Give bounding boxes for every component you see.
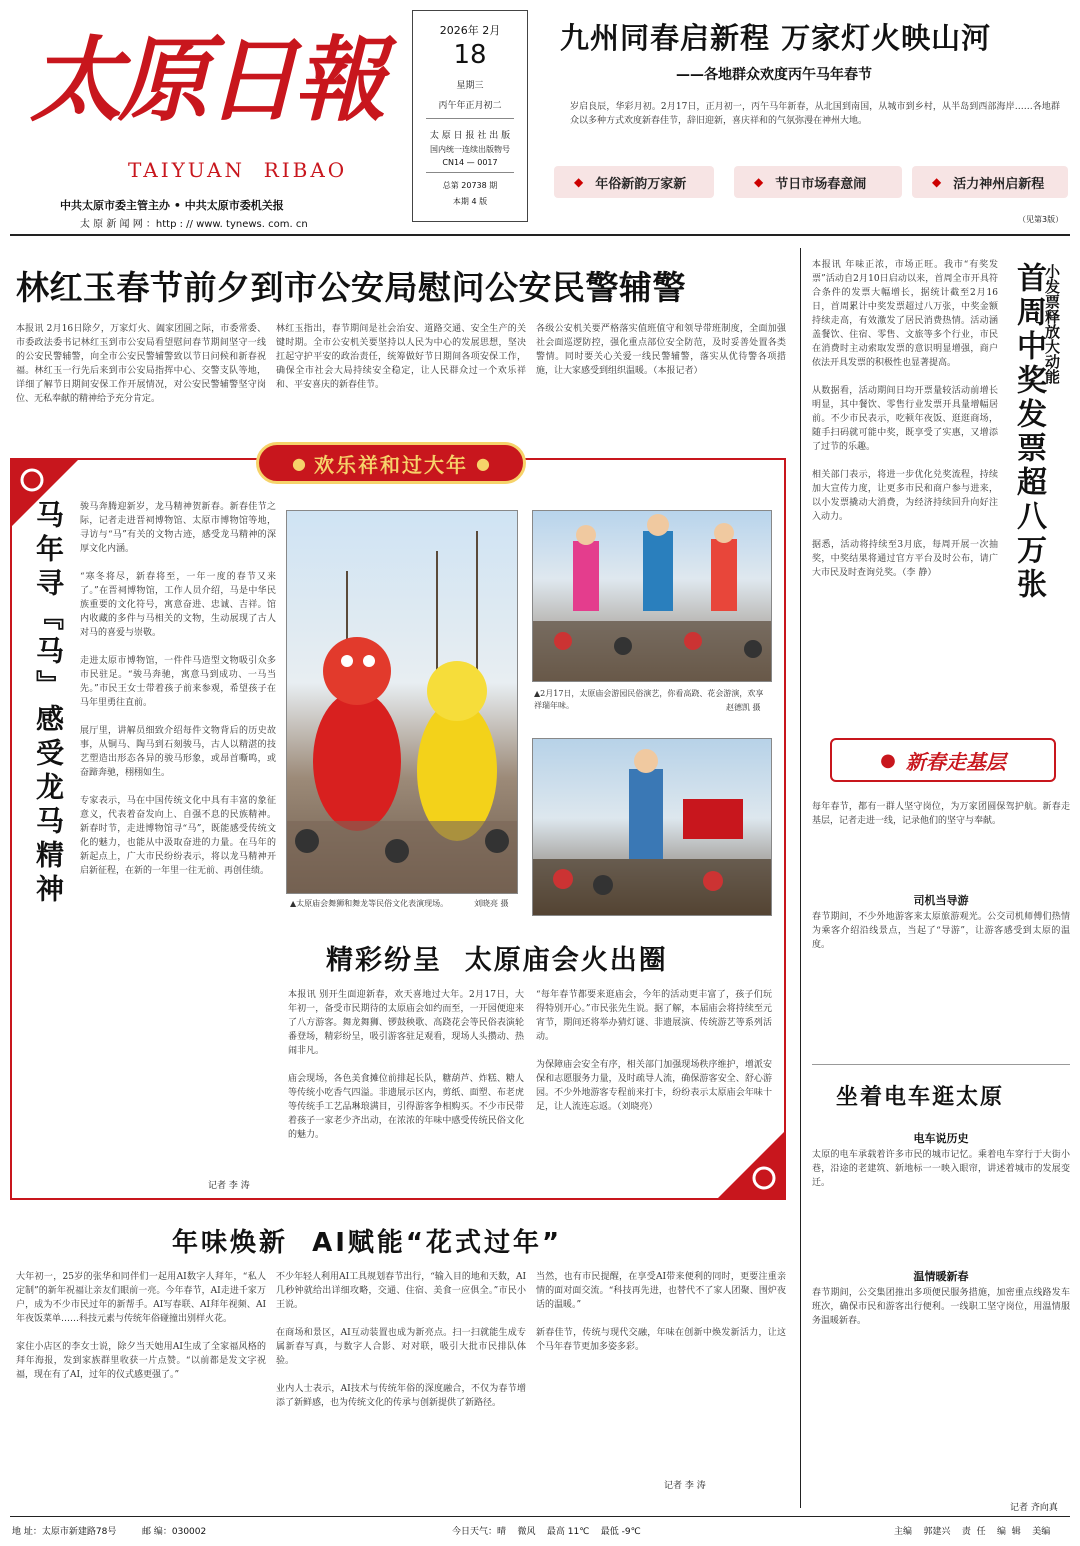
- photo1-byline: 刘晓亮 摄: [474, 899, 509, 908]
- side-text: 骏马奔腾迎新岁，龙马精神贺新春。新春佳节之际，记者走进晋祠博物馆、太原市博物馆等地，寻访与“马”有关的文物古迹，感受龙马精神的深厚文化内涵。 “寒冬将尽，新春将至，一年一度的春节又来了。”在晋祠博物馆，工作人员介绍，马是中华民族重要的文化符号，寓意奋进、忠诚、吉祥。馆内收藏的多件与马相关的文物，生动展现了古人对马的喜爱与崇敬。 走进太原市博物馆，一件件马造型文物吸引众多市民驻足。“骏马奔驰，寓意马到成功、一马当先。”市民王女士带着孩子前来参观，希望孩子在马年里勇往直前。 展厅里，讲解员细致介绍每件文物背后的历史故事，从铜马、陶马到石刻骏马，古人以精湛的技艺塑造出形态各异的骏马形象，或昂首嘶鸣，或奋蹄奔驰，栩栩如生。 专家表示，马在中国传统文化中具有丰富的象征意义，代表着奋发向上、自强不息的民族精神。新春时节，走进博物馆寻“马”，既能感受传统文化的魅力，也能从中汲取奋进的力量。在马年的新起点上，广大市民纷纷表示，将以龙马精神开启新征程，在新的一年里一往无前、再创佳绩。: [80, 502, 276, 876]
- lantern-icon: ●: [880, 749, 896, 771]
- lead-story-col3: 各级公安机关要严格落实值班值守和领导带班制度，全面加强社会面巡逻防控，强化重点部位安全防范，及时妥善处置各类警情。同时要关心关爱一线民警辅警，落实从优待警各项措施，让大家感受到组织温暖。（本报记者）: [536, 324, 786, 376]
- temple-fair-col2: “每年春节都要来逛庙会，今年的活动更丰富了，孩子们玩得特别开心。”市民张先生说。据了解，本届庙会将持续至元宵节，期间还将举办猜灯谜、非遗展演、传统游艺等系列活动。 为保障庙会安全有序，相关部门加强现场秩序维护，增派安保和志愿服务力量，及时疏导人流，确保游客安全、舒心游园。不少外地游客专程前来打卡，纷纷表示太原庙会年味十足，让人流连忘返。（刘晓亮）: [536, 990, 772, 1112]
- photo-lion-dance[interactable]: [286, 510, 518, 894]
- right-story-text-lower: [812, 600, 1070, 680]
- see-page-note: （见第3版）: [1018, 215, 1064, 224]
- temple-fair-col1: 本报讯 别开生面迎新春，欢天喜地过大年。2月17日，大年初一，备受市民期待的太原庙会如约而至，一开园便迎来了八方游客。舞龙舞狮、锣鼓秧歌、高跷花会等民俗表演轮番登场，精彩纷呈，吸引游客驻足观看，现场人头攒动、热闹非凡。 庙会现场，各色美食摊位前排起长队，糖葫芦、炸糕、糖人等传统小吃香气四溢。非遗展示区内，剪纸、面塑、布老虎等传统手工艺品琳琅满目，引得游客争相购买。不少市民带着孩子一家老少齐出动，在浓浓的年味中感受传统民俗文化的魅力。: [288, 990, 524, 1140]
- ai-story-headline[interactable]: 年味焕新 AI赋能“花式过年”: [172, 1228, 563, 1258]
- column-divider-right: [800, 248, 801, 1508]
- masthead-pinyin: TAIYUAN RIBAO: [128, 158, 348, 182]
- lantern-icon: ●: [476, 453, 490, 473]
- photo2-byline: 赵德凯 摄: [726, 703, 761, 712]
- diamond-icon: ◆: [932, 175, 942, 189]
- photo1-caption: ▲太原庙会舞狮和舞龙等民俗文化表演现场。: [290, 899, 449, 908]
- lion-dance-illustration: [287, 511, 518, 894]
- top-story-headline[interactable]: 九州同春启新程 万家灯火映山河: [560, 21, 992, 55]
- footer-postcode: 邮 编：030002: [142, 1527, 207, 1537]
- photo2-caption: ▲2月17日，太原庙会游园民俗演艺，你看高跷、花会游演，欢享祥瑞年味。: [534, 689, 764, 710]
- ai-story-byline: 记者 李 涛: [664, 1481, 706, 1491]
- photo-temple-fair[interactable]: [532, 738, 772, 916]
- masthead-rule: [10, 234, 1070, 236]
- pill-1[interactable]: [554, 166, 714, 198]
- new-spring-banner-title: 新春走基层: [905, 749, 1006, 774]
- tram-headline[interactable]: 坐着电车逛太原: [836, 1085, 1005, 1110]
- dateline-divider-2: [426, 172, 514, 173]
- diamond-icon: ◆: [754, 175, 764, 189]
- temple-fair-illustration: [533, 739, 772, 916]
- subhead-tram-history: 电车说历史: [913, 1132, 969, 1145]
- dateline-pages: 本期 4 版: [452, 197, 488, 206]
- lead-story-headline[interactable]: 林红玉春节前夕到市公安局慰问公安民警辅警: [16, 268, 686, 307]
- photo-stilt-walkers[interactable]: [532, 510, 772, 682]
- masthead-logo: 太原日報: [30, 26, 383, 134]
- pill-3[interactable]: [912, 166, 1068, 198]
- dateline-publisher: 太 原 日 报 社 出 版: [429, 131, 511, 141]
- pill-label-1: 年俗新韵万家新: [595, 176, 687, 192]
- ai-story-col2: 不少年轻人利用AI工具规划春节出行，“输入目的地和天数，AI几秒钟就给出详细攻略，交通、住宿、美食一应俱全。”市民小王说。 在商场和景区，AI互动装置也成为新亮点。扫一扫就能生成专属新春写真，与数字人合影、对对联，吸引大批市民排队体验。 业内人士表示，AI技术与传统年俗的深度融合，不仅为春节增添了新鲜感，也为传统文化的传承与创新提供了新路径。: [276, 1272, 526, 1408]
- dateline-issue: 总第 20738 期: [442, 181, 498, 190]
- subhead-warm-spring: 温情暖新春: [913, 1270, 969, 1283]
- dateline-weekday: 星期三: [456, 81, 484, 91]
- right-story-text: 本报讯 年味正浓，市场正旺。我市“有奖发票”活动自2月10日启动以来，首周全市开具符合条件的发票大幅增长，据统计截至2月16日，首周累计中奖发票超过八万张，中奖金额持续走高，有效激发了居民消费热情。活动涵盖餐饮、住宿、零售、文旅等多个行业，市民在消费时主动索取发票的意识明显增强，商户依法开具发票的积极性也显著提高。 从数据看，活动期间日均开票量较活动前增长明显，其中餐饮、零售行业发票开具量增幅居前。不少市民表示，吃顿年夜饭、逛逛商场，随手扫码就可能中奖，既享受了实惠，又增添了过节的乐趣。 相关部门表示，将进一步优化兑奖流程，持续加大宣传力度，让更多市民和商户参与进来，以小发票撬动大消费，为经济持续回升向好注入动力。 据悉，活动将持续至3月底，每周开展一次抽奖，中奖结果将通过官方平台及时公布，请广大市民及时查询兑奖。（李 静）: [812, 260, 998, 578]
- pill-2[interactable]: [734, 166, 902, 198]
- footer-weather: 今日天气：晴 微风 最高 11℃ 最低 -9℃: [452, 1527, 641, 1537]
- new-spring-intro: 每年春节，都有一群人坚守岗位，为万家团圆保驾护航。新春走基层，记者走进一线，记录他们的坚守与奉献。: [812, 802, 1070, 826]
- subhead-driver-guide: 司机当导游: [913, 894, 969, 907]
- lead-story-col1: 本报讯 2月16日除夕，万家灯火、阖家团圆之际，市委常委、市委政法委书记林红玉到市公安局看望慰问春节期间坚守一线的公安民警辅警，向全市公安民警辅警致以节日问候和新春祝福。林红玉一行先后来到市公安局指挥中心、交警支队等地，详细了解节日期间安保工作开展情况，对公安民警辅警坚守岗位、无私奉献的精神给予充分肯定。: [16, 324, 266, 404]
- masthead-organizers: 中共太原市委主管主办 • 中共太原市委机关报: [60, 199, 284, 212]
- lead-story-col2: 林红玉指出，春节期间是社会治安、道路交通、安全生产的关键时期。全市公安机关要坚持以人民为中心的发展思想，坚决扛起守护平安的政治责任，统筹做好节日期间各项安保工作，确保全市社会大局持续安全稳定，让人民群众过一个欢乐祥和、平安喜庆的新春佳节。: [276, 324, 526, 390]
- dateline-day: 18: [453, 40, 487, 70]
- ai-story-col1: 大年初一，25岁的张华和同伴们一起用AI数字人拜年，“私人定制”的新年祝福让亲友们眼前一亮。今年春节，AI走进千家万户，成为不少市民过年的新帮手。AI写春联、AI拜年视频、AI年夜饭菜单……科技元素与传统年俗碰撞出别样火花。 家住小店区的李女士说，除夕当天她用AI生成了全家福风格的拜年海报，发到家族群里收获一片点赞。“以前都是发文字祝福，现在有了AI，过年的仪式感更强了。”: [16, 1272, 266, 1380]
- footer-staff: 主编 郭建兴 责 任 编 辑 美编: [894, 1527, 1051, 1537]
- footer-rule: [10, 1516, 1070, 1517]
- new-spring-banner: [830, 738, 1056, 782]
- top-story-text: 岁启良辰，华彩月初。2月17日，正月初一，丙午马年新春，从北国到南国，从城市到乡村，从半岛到西部海岸……各地群众以多种方式欢度新春佳节，辞旧迎新，喜庆祥和的气氛弥漫在神州大地。: [570, 102, 1060, 126]
- temple-fair-headline[interactable]: 精彩纷呈 太原庙会火出圈: [326, 945, 668, 976]
- dateline-cn-number: CN14 — 0017: [442, 158, 498, 167]
- right-story-kicker: 小发票释放大动能: [1043, 264, 1061, 384]
- top-story-subtitle: ——各地群众欢度丙午马年春节: [676, 67, 872, 83]
- right-lower-byline: 记者 齐向真: [1010, 1503, 1058, 1513]
- side-headline[interactable]: 马年寻『马』感受龙马精神: [32, 500, 65, 908]
- driver-guide-text: 春节期间，不少外地游客来太原旅游观光。公交司机师傅们热情为乘客介绍沿线景点，当起了“导游”，让游客感受到太原的温度。: [812, 912, 1070, 950]
- pill-label-3: 活力神州启新程: [953, 176, 1045, 192]
- dateline-cn-label: 国内统一连续出版物号: [430, 145, 510, 154]
- ai-story-col3: 当然，也有市民提醒，在享受AI带来便利的同时，更要注重亲情的面对面交流。“科技再先进，也替代不了家人团聚、围炉夜话的温暖。” 新春佳节，传统与现代交融，年味在创新中焕发新活力，让这个马年春节更加多姿多彩。: [536, 1272, 786, 1352]
- festival-banner-title: 欢乐祥和过大年: [314, 452, 468, 477]
- dateline-lunar: 丙午年正月初二: [438, 101, 502, 111]
- pill-label-2: 节日市场春意闹: [775, 176, 867, 192]
- masthead-website[interactable]: 太 原 新 闻 网 ：http : // www. tynews. com. cn: [80, 219, 308, 230]
- warm-spring-text: 春节期间，公交集团推出多项便民服务措施，加密重点线路发车班次，确保市民和游客出行便利。一线职工坚守岗位，用温情服务温暖新春。: [812, 1288, 1070, 1326]
- lantern-icon: ●: [292, 453, 306, 473]
- stilt-walkers-illustration: [533, 511, 772, 682]
- footer-address: 地 址：太原市新建路78号: [12, 1527, 117, 1537]
- dateline-divider: [426, 118, 514, 119]
- side-byline: 记者 李 涛: [208, 1181, 250, 1191]
- dateline-date: 2026年 2月: [439, 24, 501, 37]
- festival-banner: [256, 442, 526, 484]
- right-story-headline[interactable]: 首周中奖发票超八万张: [1011, 262, 1046, 602]
- diamond-icon: ◆: [574, 175, 584, 189]
- right-lower-divider: [812, 1064, 1070, 1065]
- tram-history-text: 太原的电车承载着许多市民的城市记忆。乘着电车穿行于大街小巷，沿途的老建筑、新地标一一映入眼帘，讲述着城市的发展变迁。: [812, 1150, 1070, 1188]
